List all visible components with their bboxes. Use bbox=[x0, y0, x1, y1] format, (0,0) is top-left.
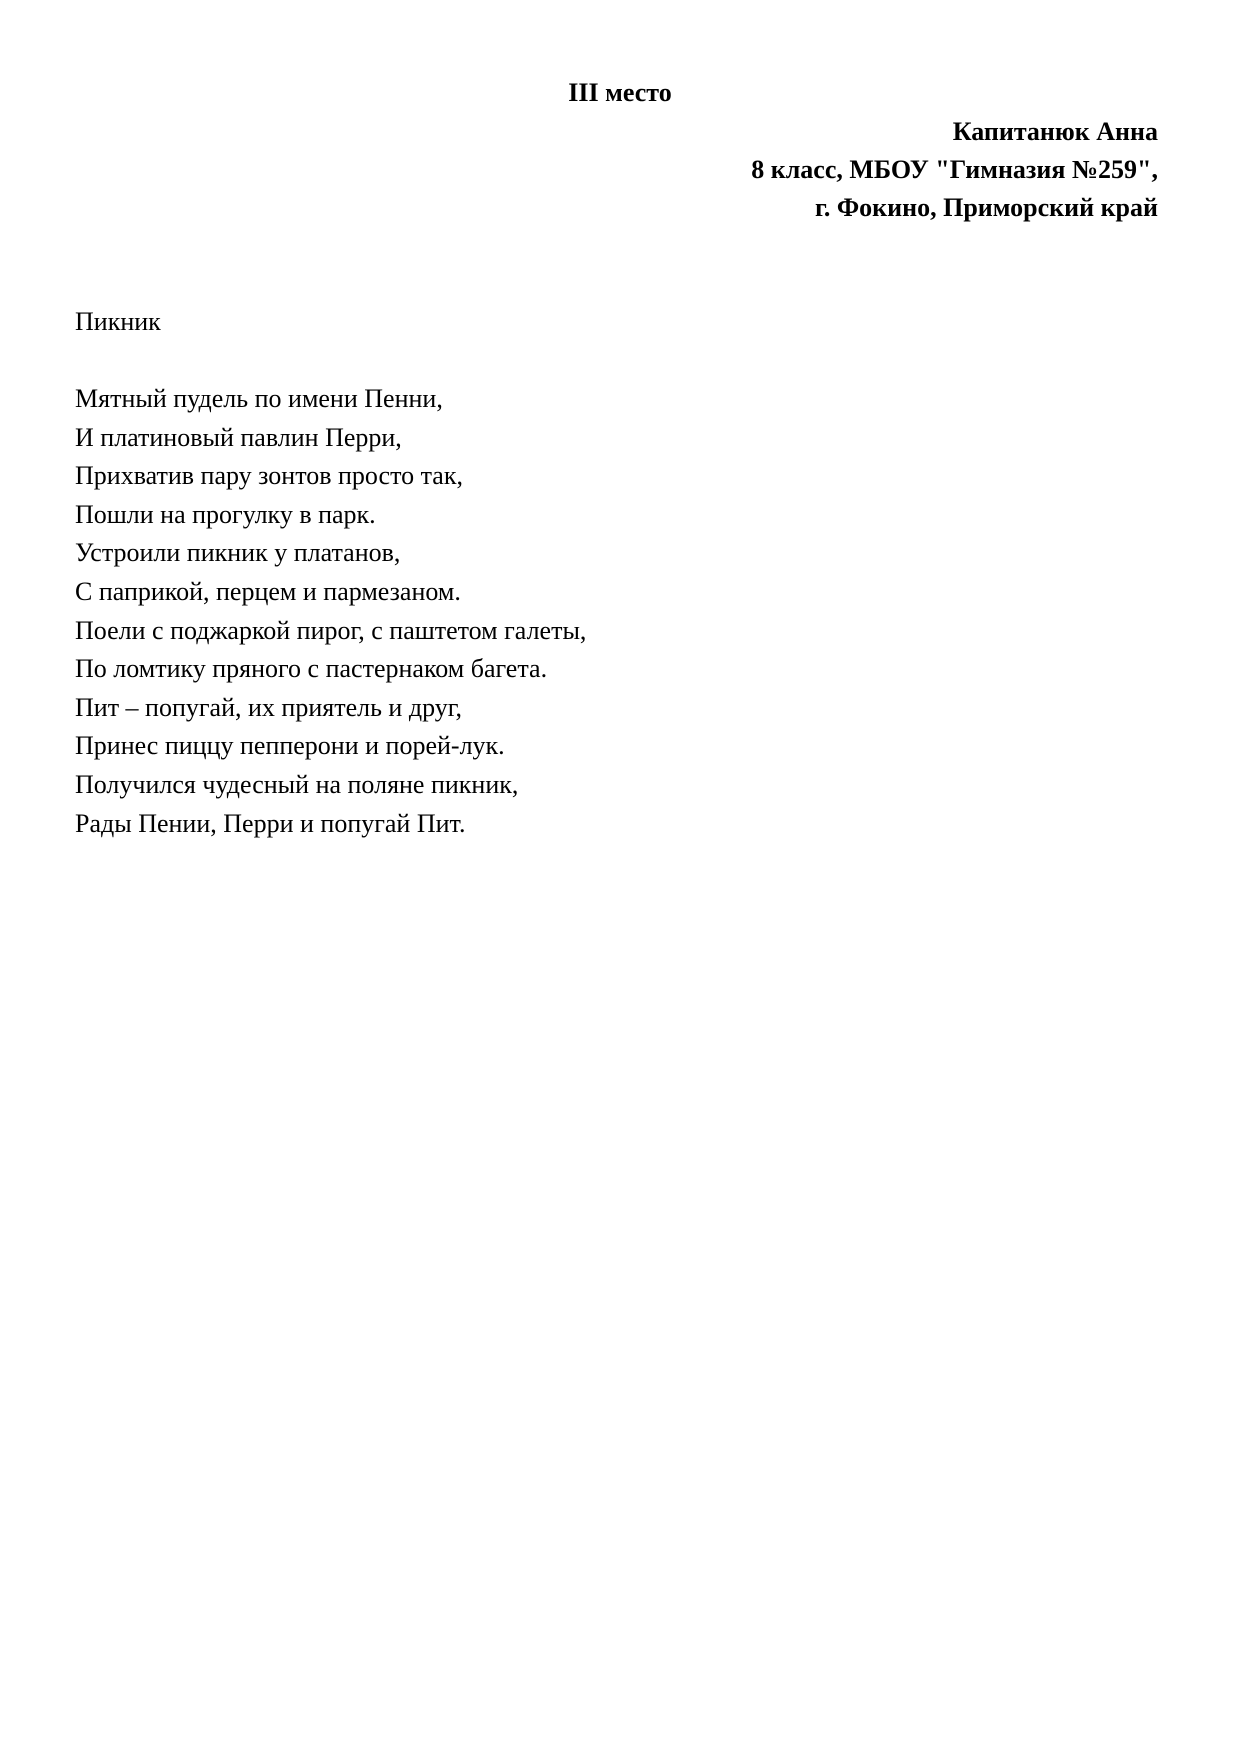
poem-line: Пошли на прогулку в парк. bbox=[75, 499, 376, 529]
poem-line: Мятный пудель по имени Пенни, bbox=[75, 384, 443, 413]
poem-line: И платиновый павлин Перри, bbox=[75, 422, 402, 452]
poem-line: С паприкой, перцем и пармезаном. bbox=[75, 576, 461, 606]
poem-line: Принес пиццу пепперони и порей-лук. bbox=[75, 731, 505, 761]
poem-line: Устроили пикник у платанов, bbox=[75, 538, 401, 568]
poem-body bbox=[75, 380, 586, 843]
author-info bbox=[751, 113, 1158, 227]
author-location: г. Фокино, Приморский край bbox=[814, 193, 1158, 222]
poem-line: Пит – попугай, их приятель и друг, bbox=[75, 692, 462, 722]
poem-line: Рады Пении, Перри и попугай Пит. bbox=[75, 808, 466, 838]
poem-title: Пикник bbox=[75, 307, 161, 336]
poem-line: Поели с поджаркой пирог, с паштетом галеты, bbox=[75, 615, 587, 645]
poem-line: Прихватив пару зонтов просто так, bbox=[75, 461, 463, 491]
poem-line: По ломтику пряного с пастернаком багета. bbox=[75, 654, 548, 684]
author-name: Капитанюк Анна bbox=[952, 117, 1158, 146]
author-school: 8 класс, МБОУ "Гимназия №259", bbox=[751, 155, 1158, 184]
poem-line: Получился чудесный на поляне пикник, bbox=[75, 769, 519, 799]
place-heading: III место bbox=[568, 78, 672, 107]
